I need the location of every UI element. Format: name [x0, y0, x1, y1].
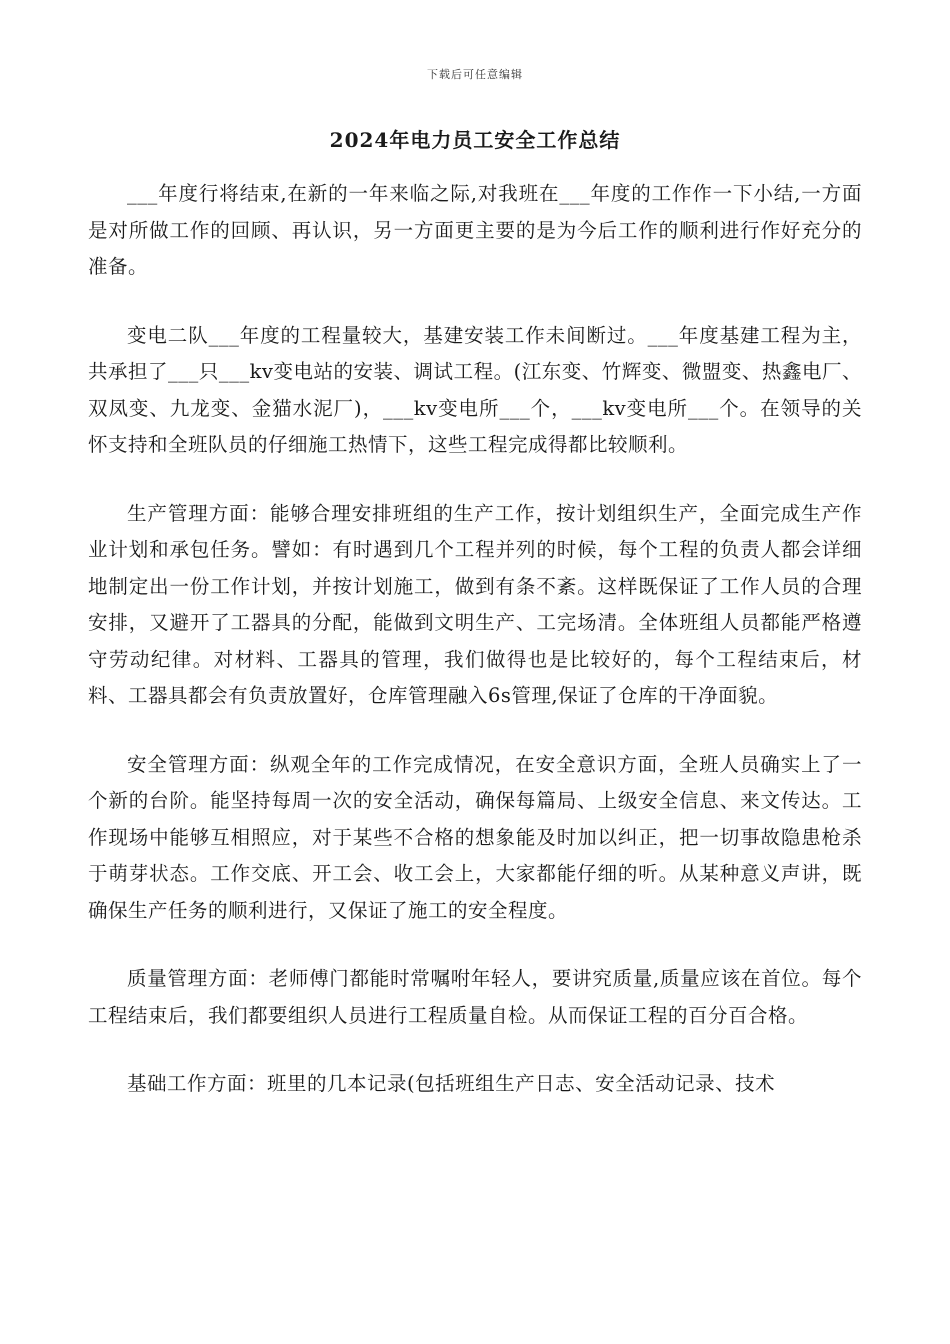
paragraph-production-management: 生产管理方面：能够合理安排班组的生产工作，按计划组织生产，全面完成生产作业计划和承包任务。譬如：有时遇到几个工程并列的时候，每个工程的负责人都会详细地制定出一份工作计划，并按计划施工，做到有条不紊。这样既保证了工作人员的合理安排，又避开了工器具的分配，能做到文明生产、工完场清。全体班组人员都能严格遵守劳动纪律。对材料、工器具的管理，我们做得也是比较好的，每个工程结束后，材料、工器具都会有负责放置好，仓库管理融入6s管理,保证了仓库的干净面貌。 — [88, 501, 862, 707]
paragraph-basic-work: 基础工作方面：班里的几本记录(包括班组生产日志、安全活动记录、技术 — [127, 1072, 776, 1095]
header-note: 下载后可任意编辑 — [427, 68, 523, 81]
document-body — [88, 176, 862, 1135]
paragraph-team-workload: 变电二队___年度的工程量较大，基建安装工作未间断过。___年度基建工程为主，共承担了___只___kv变电站的安装、调试工程。(江东变、竹辉变、微盟变、热鑫电厂、双凤变、九龙变、金猫水泥厂)，___kv变电所___个，___kv变电所___个。在领导的关怀支持和全班队员的仔细施工热情下，这些工程完成得都比较顺利。 — [88, 323, 862, 456]
document-title: 2024年电力员工安全工作总结 — [329, 128, 621, 152]
paragraph-safety-management: 安全管理方面：纵观全年的工作完成情况，在安全意识方面，全班人员确实上了一个新的台阶。能坚持每周一次的安全活动，确保每篇局、上级安全信息、来文传达。工作现场中能够互相照应，对于某些不合格的想象能及时加以纠正，把一切事故隐患枪杀于萌芽状态。工作交底、开工会、收工会上，大家都能仔细的听。从某种意义声讲，既确保生产任务的顺利进行，又保证了施工的安全程度。 — [88, 752, 862, 922]
paragraph-intro: ___年度行将结束,在新的一年来临之际,对我班在___年度的工作作一下小结,一方面是对所做工作的回顾、再认识，另一方面更主要的是为今后工作的顺利进行作好充分的准备。 — [88, 182, 862, 278]
paragraph-quality-management: 质量管理方面：老师傅门都能时常嘱咐年轻人，要讲究质量,质量应该在首位。每个工程结束后，我们都要组织人员进行工程质量自检。从而保证工程的百分百合格。 — [88, 967, 862, 1027]
